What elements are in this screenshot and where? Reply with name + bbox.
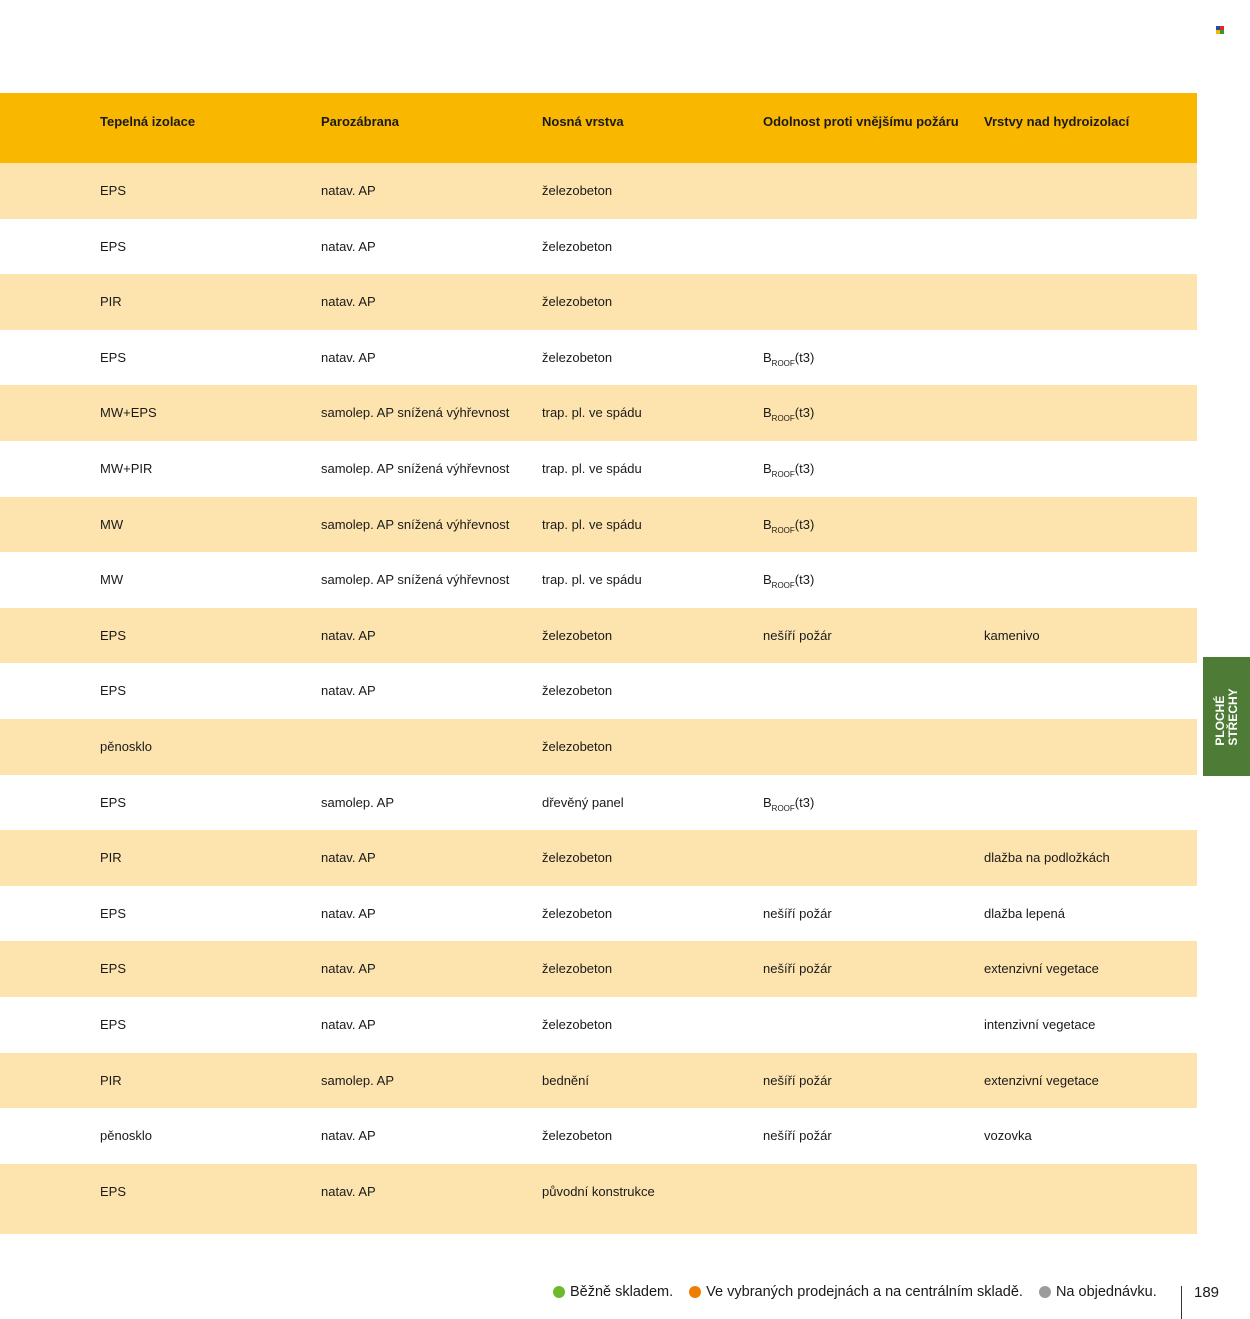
cell-fire-resistance [763,405,815,424]
table-row [0,385,1197,441]
table-row [0,1164,1197,1234]
cell-vapor-barrier: natav. AP [321,850,376,866]
cell-fire-resistance [763,906,832,921]
fire-class-subscript: ROOF [771,469,795,479]
header-vapor-barrier: Parozábrana [321,114,400,129]
cell-vapor-barrier: samolep. AP [321,1072,394,1088]
cell-insulation: EPS [100,238,127,254]
cell-vapor-barrier: natav. AP [321,683,376,699]
cell-fire-resistance [763,516,815,535]
cell-vapor-barrier: natav. AP [321,294,376,310]
footer-divider [1181,1286,1182,1319]
table-row [0,330,1197,386]
cell-vapor-barrier: natav. AP [321,627,376,643]
table-row [0,663,1197,719]
header-layers-above: Vrstvy nad hydroizolací [984,114,1130,129]
table-row [0,830,1197,886]
cell-insulation: MW+PIR [100,460,153,476]
fire-class-suffix: (t3) [794,460,815,476]
fire-class: nešíří požár [763,1128,832,1144]
cell-fire-resistance [763,628,832,643]
cell-layers-above: dlažba na podložkách [984,850,1110,866]
roof-composition-table [0,93,1197,1234]
cell-vapor-barrier: natav. AP [321,238,376,254]
fire-class: B [763,405,772,421]
cell-vapor-barrier: samolep. AP snížená výhřevnost [321,516,510,532]
cell-fire-resistance [763,1128,832,1143]
table-row [0,441,1197,497]
section-tab-label [1214,688,1240,745]
table-row [0,274,1197,330]
cell-load-bearing: železobeton [542,961,613,977]
cell-fire-resistance [763,961,832,976]
cell-insulation: EPS [100,961,127,977]
table-row [0,497,1197,553]
fire-class-subscript: ROOF [771,525,795,535]
cell-vapor-barrier: natav. AP [321,1128,376,1144]
legend-item [689,1284,1023,1300]
legend-label: Ve vybraných prodejnách a na centrálním skladě. [706,1284,1023,1300]
cell-load-bearing: železobeton [542,294,613,310]
cell-insulation: EPS [100,794,127,810]
fire-class-subscript: ROOF [771,581,795,591]
cell-load-bearing: železobeton [542,850,613,866]
cell-vapor-barrier: samolep. AP [321,794,394,810]
table-row [0,997,1197,1053]
table-row [0,219,1197,275]
cell-load-bearing: železobeton [542,627,613,643]
status-dot-icon [553,1286,565,1298]
fire-class-suffix: (t3) [794,405,815,421]
fire-class: nešíří požár [763,905,832,921]
cell-insulation: MW [100,572,124,588]
fire-class-subscript: ROOF [771,803,795,813]
fire-class-suffix: (t3) [794,572,815,588]
cell-load-bearing: původní konstrukce [542,1183,655,1199]
brand-logo-icon [1216,26,1224,34]
cell-fire-resistance [763,1073,832,1088]
header-fire-resistance: Odolnost proti vnějšímu požáru [763,114,959,129]
cell-insulation: PIR [100,1072,122,1088]
section-tab-line1: PLOCHÉ [1212,695,1227,746]
fire-class-subscript: ROOF [771,414,795,424]
cell-layers-above: extenzivní vegetace [984,1072,1099,1088]
cell-layers-above: extenzivní vegetace [984,961,1099,977]
table-body [0,163,1197,1234]
cell-fire-resistance [763,794,815,813]
status-dot-icon [689,1286,701,1298]
header-load-bearing: Nosná vrstva [542,114,624,129]
cell-insulation: PIR [100,294,122,310]
section-tab-flat-roofs[interactable] [1203,657,1250,776]
cell-load-bearing: trap. pl. ve spádu [542,516,642,532]
cell-load-bearing: trap. pl. ve spádu [542,460,642,476]
cell-load-bearing: železobeton [542,738,613,754]
fire-class: nešíří požár [763,961,832,977]
legend-label: Na objednávku. [1055,1284,1157,1300]
cell-insulation: EPS [100,683,127,699]
cell-fire-resistance [763,460,815,479]
cell-insulation: EPS [100,905,127,921]
fire-class-suffix: (t3) [794,516,815,532]
cell-vapor-barrier: natav. AP [321,1183,376,1199]
cell-vapor-barrier: samolep. AP snížená výhřevnost [321,405,510,421]
table-header [0,93,1197,163]
cell-load-bearing: trap. pl. ve spádu [542,405,642,421]
cell-vapor-barrier: natav. AP [321,961,376,977]
cell-insulation: pěnosklo [100,1128,153,1144]
page-number: 189 [1194,1284,1220,1301]
cell-load-bearing: železobeton [542,349,613,365]
cell-insulation: EPS [100,349,127,365]
fire-class-suffix: (t3) [794,349,815,365]
cell-load-bearing: železobeton [542,683,613,699]
table-row [0,941,1197,997]
status-dot-icon [1039,1286,1051,1298]
cell-fire-resistance [763,572,815,591]
table-row [0,719,1197,775]
fire-class: B [763,516,772,532]
fire-class: nešíří požár [763,1072,832,1088]
cell-layers-above: intenzivní vegetace [984,1016,1096,1032]
cell-vapor-barrier: natav. AP [321,1016,376,1032]
table-row [0,163,1197,219]
cell-layers-above: vozovka [984,1128,1032,1144]
cell-load-bearing: dřevěný panel [542,794,624,810]
cell-load-bearing: železobeton [542,905,613,921]
section-tab-line2: STŘECHY [1225,687,1240,746]
cell-load-bearing: trap. pl. ve spádu [542,572,642,588]
table-row [0,775,1197,831]
cell-vapor-barrier: natav. AP [321,349,376,365]
cell-insulation: EPS [100,627,127,643]
cell-load-bearing: železobeton [542,1016,613,1032]
legend-label: Běžně skladem. [570,1284,674,1300]
legend-item [553,1284,673,1300]
cell-load-bearing: železobeton [542,238,613,254]
table-row [0,1053,1197,1109]
fire-class-suffix: (t3) [794,794,815,810]
cell-insulation: MW [100,516,124,532]
table-row [0,552,1197,608]
cell-load-bearing: bednění [542,1072,589,1088]
availability-legend [553,1284,1157,1300]
fire-class: B [763,349,772,365]
cell-load-bearing: železobeton [542,183,613,198]
header-insulation: Tepelná izolace [100,114,196,129]
fire-class: nešíří požár [763,627,832,643]
table-row [0,886,1197,942]
cell-insulation: MW+EPS [100,405,157,421]
cell-vapor-barrier: samolep. AP snížená výhřevnost [321,572,510,588]
cell-insulation: PIR [100,850,122,866]
fire-class: B [763,794,772,810]
cell-layers-above: kamenivo [984,627,1040,643]
cell-vapor-barrier: natav. AP [321,183,376,198]
cell-insulation: EPS [100,1183,127,1199]
cell-vapor-barrier: natav. AP [321,905,376,921]
fire-class: B [763,460,772,476]
cell-load-bearing: železobeton [542,1128,613,1144]
cell-insulation: EPS [100,183,127,198]
cell-insulation: pěnosklo [100,738,153,754]
cell-insulation: EPS [100,1016,127,1032]
fire-class-subscript: ROOF [771,358,795,368]
legend-item [1039,1284,1157,1300]
table-row [0,608,1197,664]
cell-layers-above: dlažba lepená [984,905,1065,921]
table-row [0,1108,1197,1164]
fire-class: B [763,572,772,588]
cell-vapor-barrier: samolep. AP snížená výhřevnost [321,460,510,476]
cell-fire-resistance [763,349,815,368]
